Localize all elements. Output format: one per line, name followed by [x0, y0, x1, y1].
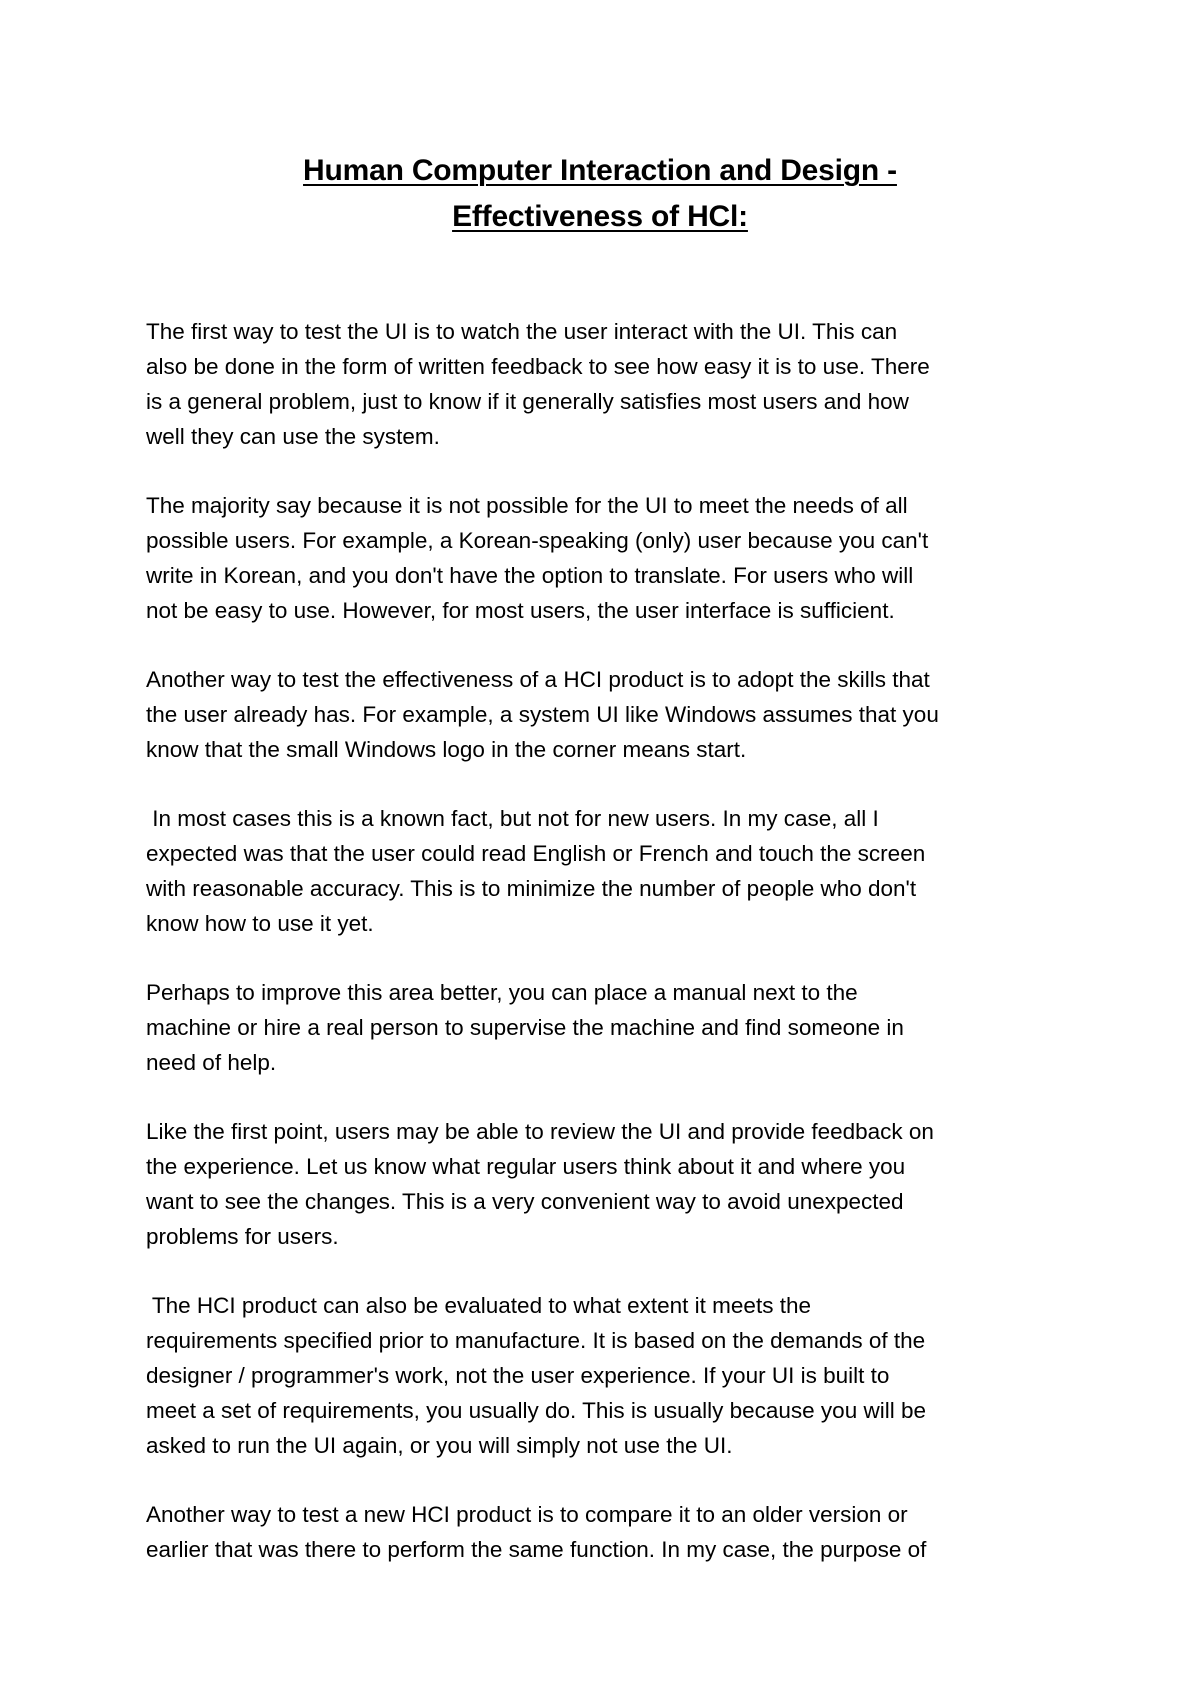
text-line: with reasonable accuracy. This is to minimize the number of people who don't: [146, 876, 917, 901]
text-line: well they can use the system.: [146, 424, 440, 449]
text-line: asked to run the UI again, or you will simply not use the UI.: [146, 1433, 733, 1458]
text-line: also be done in the form of written feedback to see how easy it is to use. There: [146, 354, 930, 379]
paragraph-6: [146, 1114, 1076, 1254]
text-line: Another way to test a new HCI product is to compare it to an older version or: [146, 1502, 908, 1527]
text-line: expected was that the user could read English or French and touch the screen: [146, 841, 926, 866]
text-line: need of help.: [146, 1050, 277, 1075]
text-line: write in Korean, and you don't have the option to translate. For users who will: [146, 563, 914, 588]
paragraph-1: [146, 314, 1076, 454]
text-line: possible users. For example, a Korean-speaking (only) user because you can't: [146, 528, 929, 553]
paragraph-8: [146, 1497, 1076, 1567]
document-title: [0, 148, 1200, 240]
text-line: not be easy to use. However, for most users, the user interface is sufficient.: [146, 598, 895, 623]
text-line: The majority say because it is not possible for the UI to meet the needs of all: [146, 493, 908, 518]
text-line: know how to use it yet.: [146, 911, 374, 936]
text-line: know that the small Windows logo in the corner means start.: [146, 737, 747, 762]
text-line: Like the first point, users may be able to review the UI and provide feedback on: [146, 1119, 934, 1144]
text-line: the user already has. For example, a system UI like Windows assumes that you: [146, 702, 939, 727]
text-line: the experience. Let us know what regular users think about it and where you: [146, 1154, 906, 1179]
text-line: machine or hire a real person to supervise the machine and find someone in: [146, 1015, 904, 1040]
paragraph-7: [146, 1288, 1076, 1463]
text-line: designer / programmer's work, not the user experience. If your UI is built to: [146, 1363, 890, 1388]
text-line: In most cases this is a known fact, but not for new users. In my case, all I: [146, 806, 879, 831]
text-line: The first way to test the UI is to watch the user interact with the UI. This can: [146, 319, 898, 344]
text-line: earlier that was there to perform the same function. In my case, the purpose of: [146, 1537, 927, 1562]
text-line: meet a set of requirements, you usually do. This is usually because you will be: [146, 1398, 926, 1423]
paragraph-3: [146, 662, 1076, 767]
text-line: Perhaps to improve this area better, you can place a manual next to the: [146, 980, 858, 1005]
text-line: Another way to test the effectiveness of a HCI product is to adopt the skills that: [146, 667, 930, 692]
paragraph-2: [146, 488, 1076, 628]
document-body: [146, 314, 1076, 1601]
paragraph-4: [146, 801, 1076, 941]
text-line: is a general problem, just to know if it generally satisfies most users and how: [146, 389, 909, 414]
text-line: The HCI product can also be evaluated to what extent it meets the: [146, 1293, 811, 1318]
paragraph-5: [146, 975, 1076, 1080]
text-line: problems for users.: [146, 1224, 339, 1249]
text-line: requirements specified prior to manufacture. It is based on the demands of the: [146, 1328, 926, 1353]
text-line: want to see the changes. This is a very convenient way to avoid unexpected: [146, 1189, 904, 1214]
title-line-1: Human Computer Interaction and Design -: [303, 154, 897, 187]
title-line-2: Effectiveness of HCl:: [452, 200, 748, 233]
